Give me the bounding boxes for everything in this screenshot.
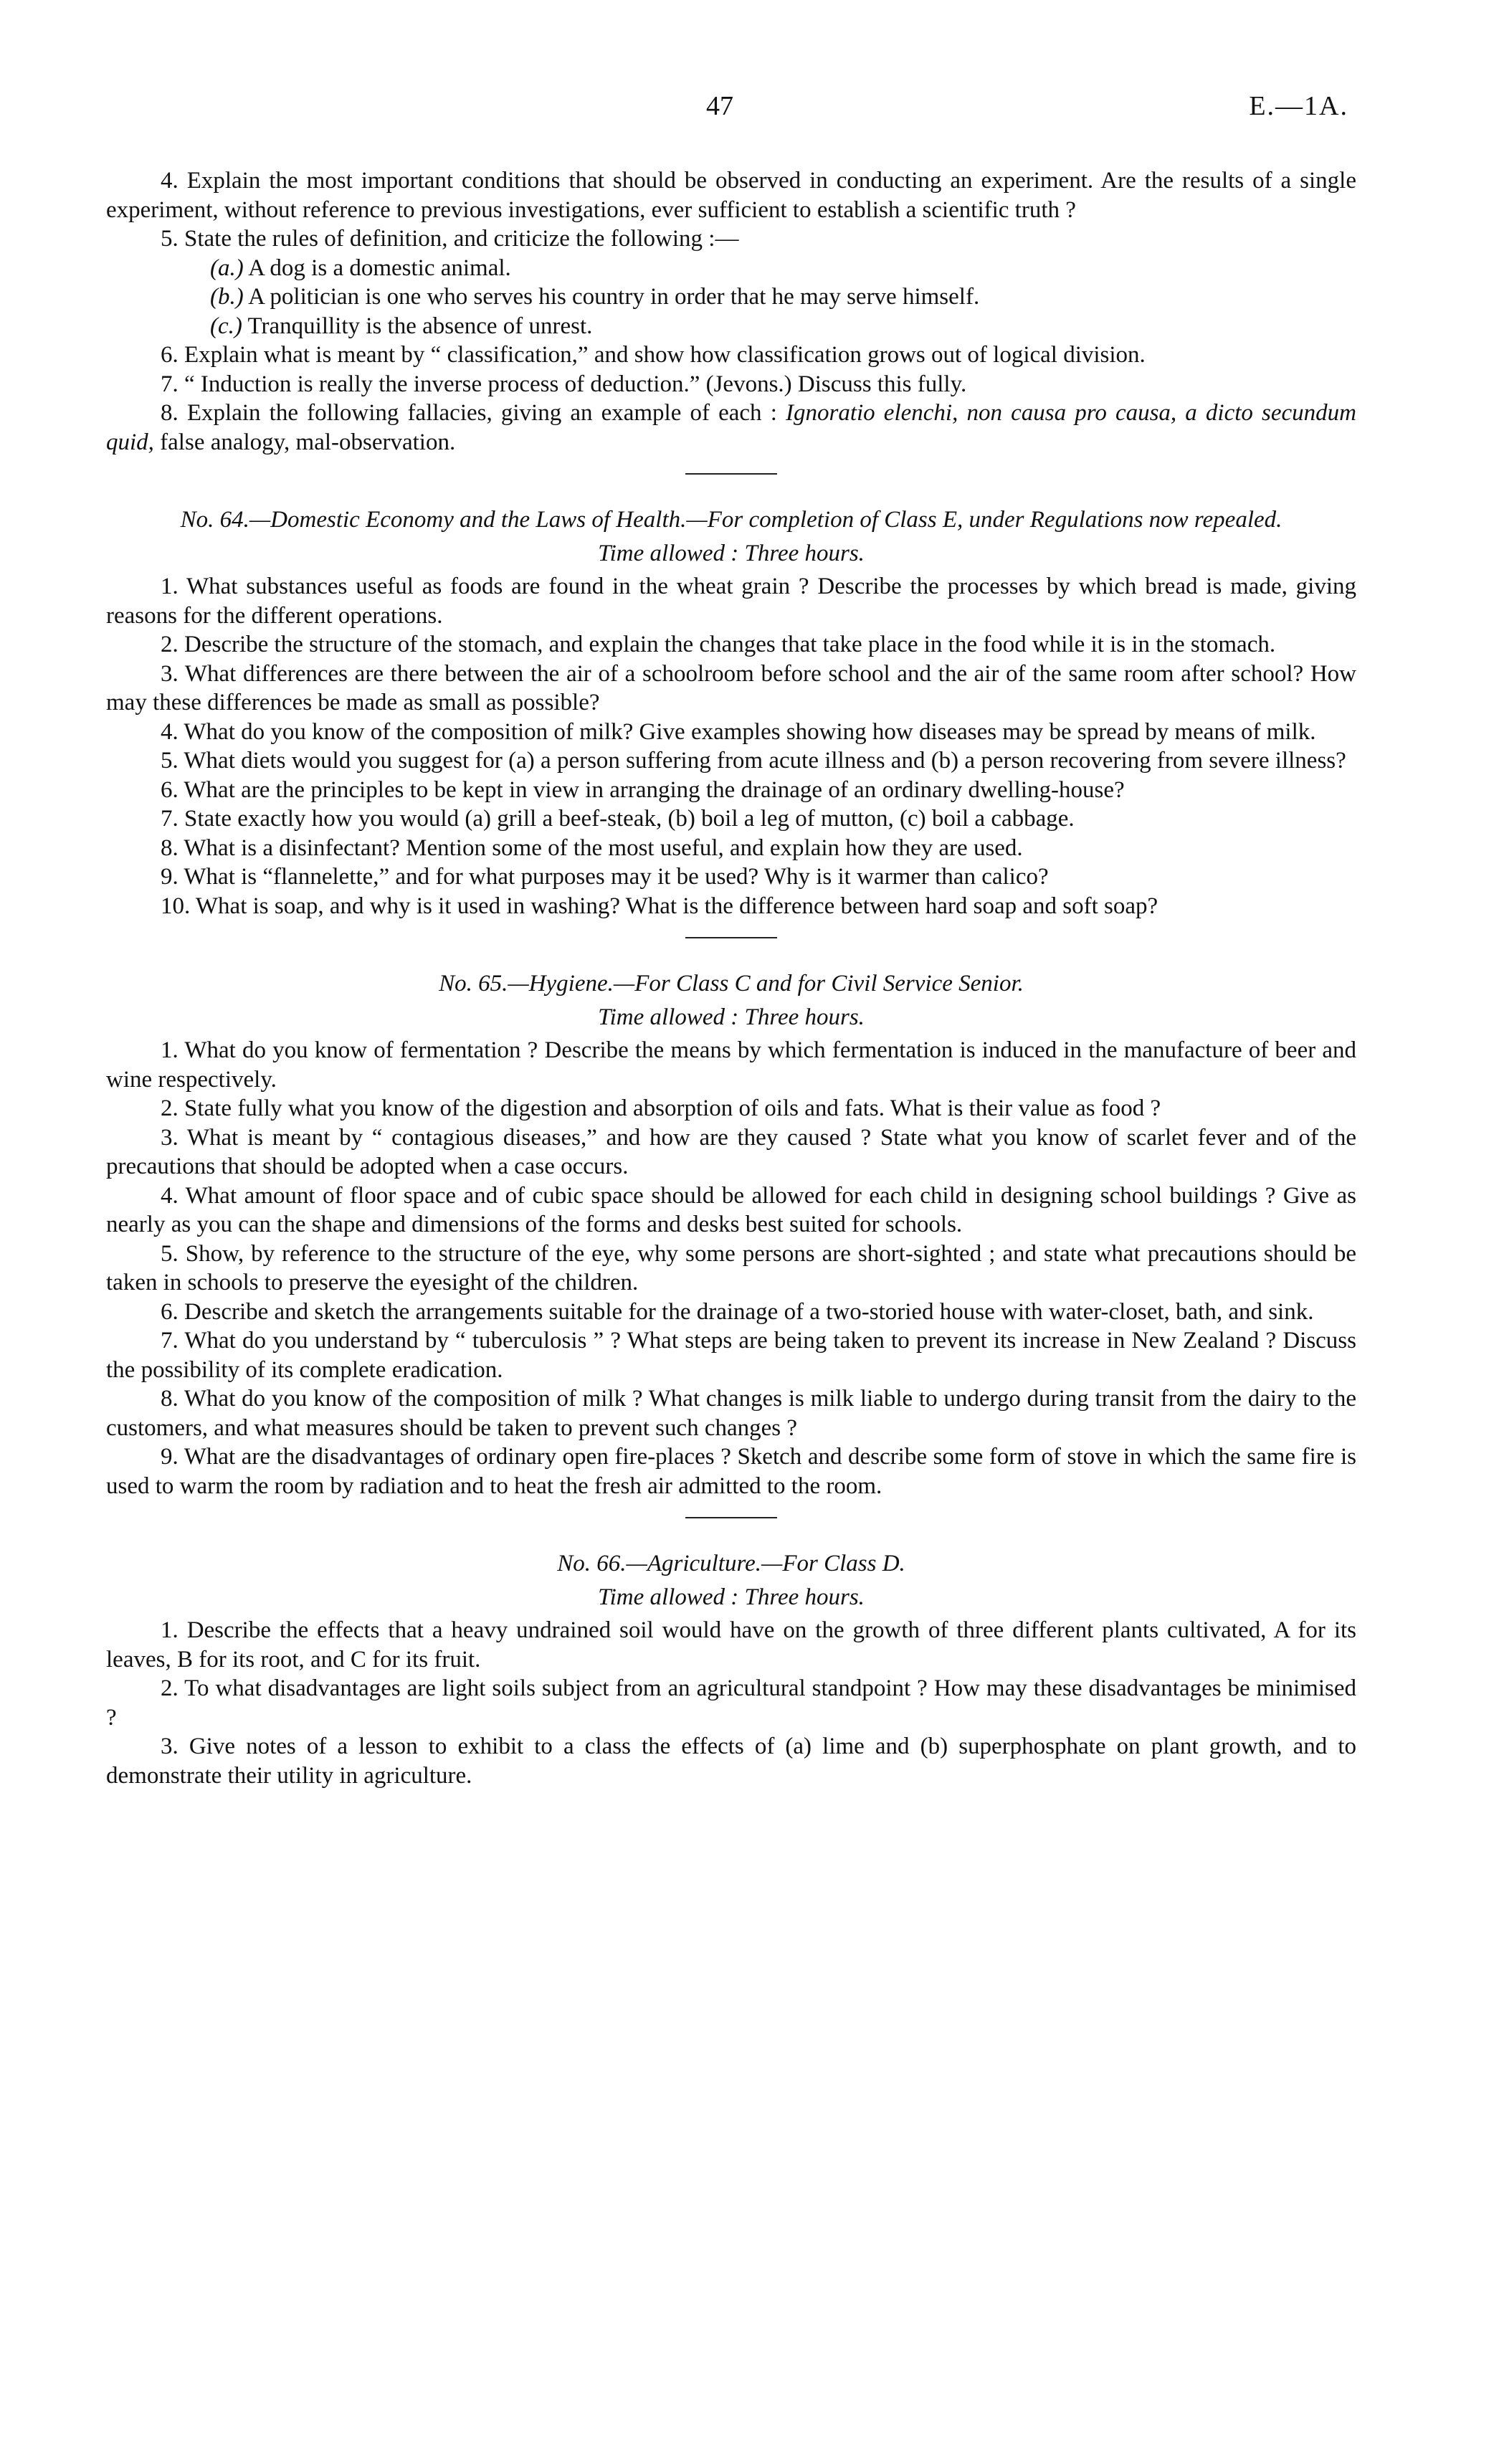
question <box>106 834 1356 863</box>
question-text-end: false analogy, mal-observation. <box>160 429 456 455</box>
question-text: State the rules of definition, and criticize the following :— <box>184 226 739 252</box>
question <box>106 341 1356 370</box>
section-divider <box>685 1517 777 1518</box>
section-heading: No. 65.—Hygiene.—For Class C and for Civil Service Senior. <box>439 971 1024 996</box>
question <box>106 892 1356 921</box>
time-allowed: Time allowed : Three hours. <box>598 540 865 566</box>
question-text: What do you understand by “ tuberculosis ” ? What steps are being taken to prevent its increase in New Zealand ? Discuss the possibility of its complete eradication. <box>106 1328 1356 1383</box>
definition-text: A politician is one who serves his country in order that he may serve himself. <box>248 284 980 310</box>
question <box>106 1240 1356 1298</box>
definition-label: (c.) <box>210 313 242 339</box>
definition-item <box>106 254 1356 283</box>
section-divider <box>685 937 777 938</box>
question-number: 7. <box>161 371 179 397</box>
question-text: Describe and sketch the arrangements suitable for the drainage of a two-storied house with water-closet, bath, and sink. <box>184 1298 1314 1325</box>
question <box>106 746 1356 776</box>
definition-text: A dog is a domestic animal. <box>248 255 511 281</box>
question-text: “ Induction is really the inverse process of deduction.” (Jevons.) Discuss this fully. <box>184 371 967 397</box>
question-number: 2. <box>161 632 179 657</box>
question <box>106 1298 1356 1327</box>
time-allowed: Time allowed : Three hours. <box>598 1004 865 1030</box>
definition-text: Tranquillity is the absence of unrest. <box>247 313 593 339</box>
section-66 <box>106 1549 1356 1790</box>
question-text: Explain the most important conditions that should be observed in conducting an experiment. Are the results of a single experiment, without reference to previous investigations, ever sufficient to establish a scientific truth ? <box>106 168 1356 223</box>
definition-label: (b.) <box>210 284 244 310</box>
question-number: 3. <box>161 660 179 687</box>
question-number: 7. <box>161 1328 179 1354</box>
question-number: 4. <box>161 1182 179 1209</box>
question-text: To what disadvantages are light soils subject from an agricultural standpoint ? How may these disadvantages be minimised ? <box>106 1675 1357 1731</box>
question-text: What do you know of fermentation ? Describe the means by which fermentation is induced in the manufacture of beer and wine respectively. <box>106 1037 1357 1093</box>
section-divider <box>685 473 777 475</box>
question-text: What do you know of the composition of milk ? What changes is milk liable to undergo during transit from the dairy to the customers, and what measures should be taken to prevent such changes ? <box>106 1386 1356 1441</box>
question-text: What do you know of the composition of milk? Give examples showing how diseases may be spread by means of milk. <box>184 718 1316 745</box>
question-number: 3. <box>161 1733 179 1759</box>
question-number: 3. <box>161 1124 179 1151</box>
question-text: What is “flannelette,” and for what purposes may it be used? Why is it warmer than calico? <box>184 864 1049 890</box>
question-number: 6. <box>161 342 179 368</box>
fallacy-terms: Ignoratio elenchi, non causa pro causa, a dicto secundum quid, <box>106 400 1357 455</box>
question-text: What is meant by “ contagious diseases,” and how are they caused ? State what you know of scarlet fever and of the precautions that should be adopted when a case occurs. <box>106 1124 1356 1179</box>
question-text: What are the disadvantages of ordinary open fire-places ? Sketch and describe some form of stove in which the same fire is used to warm the room by radiation and to heat the fresh air admitted to the room. <box>106 1444 1356 1499</box>
question-text: What are the principles to be kept in view in arranging the drainage of an ordinary dwelling-house? <box>184 776 1125 803</box>
question-text: What diets would you suggest for (a) a person suffering from acute illness and (b) a person recovering from severe illness? <box>184 748 1346 774</box>
question-text: State exactly how you would (a) grill a beef-steak, (b) boil a leg of mutton, (c) boil a cabbage. <box>184 806 1075 832</box>
question-number: 2. <box>161 1675 179 1701</box>
question <box>106 1326 1356 1384</box>
question-text: Show, by reference to the structure of the eye, why some persons are short-sighted ; and state what precautions should be taken in schools to preserve the eyesight of the children. <box>106 1240 1357 1295</box>
question <box>106 1181 1356 1240</box>
question <box>106 572 1356 630</box>
question-number: 5. <box>161 226 179 252</box>
question <box>106 1036 1356 1094</box>
question-text: What is soap, and why is it used in washing? What is the difference between hard soap and soft soap? <box>195 893 1158 919</box>
question <box>106 1616 1356 1674</box>
question <box>106 660 1356 718</box>
question-number: 4. <box>161 168 179 194</box>
question <box>106 804 1356 834</box>
question-text: Explain the following fallacies, giving an example of each : <box>186 400 777 426</box>
section-65 <box>106 969 1356 1500</box>
time-allowed: Time allowed : Three hours. <box>598 1584 865 1610</box>
logic-continuation <box>106 166 1356 457</box>
question-number: 1. <box>161 1037 179 1063</box>
question <box>106 1094 1356 1123</box>
question <box>106 370 1356 399</box>
question-text: Describe the effects that a heavy undrained soil would have on the growth of three different plants cultivated, A for its leaves, B for its root, and C for its fruit. <box>106 1617 1356 1673</box>
question-number: 9. <box>161 864 179 890</box>
question-text: What is a disinfectant? Mention some of the most useful, and explain how they are used. <box>184 834 1023 861</box>
question <box>106 1442 1356 1500</box>
question <box>106 1674 1356 1732</box>
section-64 <box>106 505 1356 921</box>
question-text: Describe the structure of the stomach, and explain the changes that take place in the food while it is in the stomach. <box>184 632 1276 657</box>
question-text: State fully what you know of the digestion and absorption of oils and fats. What is their value as food ? <box>184 1095 1161 1121</box>
page-header <box>0 90 1499 133</box>
question <box>106 224 1356 254</box>
question-text: Explain what is meant by “ classification,” and show how classification grows out of logical division. <box>184 342 1146 368</box>
section-heading: No. 66.—Agriculture.—For Class D. <box>557 1551 905 1576</box>
question-number: 8. <box>161 400 179 426</box>
question <box>106 399 1356 457</box>
question-number: 4. <box>161 718 179 745</box>
question-number: 6. <box>161 776 179 803</box>
question <box>106 166 1356 224</box>
question-number: 10. <box>161 893 191 919</box>
question <box>106 1384 1356 1442</box>
question-number: 6. <box>161 1298 179 1325</box>
page-body <box>106 166 1356 1790</box>
question-text: What differences are there between the air of a schoolroom before school and the air of the same room after school? How may these differences be made as small as possible? <box>106 660 1356 715</box>
question <box>106 630 1356 660</box>
definition-item <box>106 312 1356 341</box>
question-number: 1. <box>161 574 179 599</box>
question <box>106 1732 1356 1790</box>
question <box>106 776 1356 805</box>
question-number: 2. <box>161 1095 179 1121</box>
question-text: What amount of floor space and of cubic space should be allowed for each child in designing school buildings ? Give as nearly as you can the shape and dimensions of the forms and desks best suited for schools. <box>106 1182 1357 1237</box>
question-number: 5. <box>161 748 179 774</box>
question-number: 1. <box>161 1617 179 1643</box>
question-text: What substances useful as foods are found in the wheat grain ? Describe the processes by which bread is made, giving reasons for the different operations. <box>106 574 1357 629</box>
question-text: Give notes of a lesson to exhibit to a class the effects of (a) lime and (b) superphosphate on plant growth, and to demonstrate their utility in agriculture. <box>106 1733 1356 1789</box>
question <box>106 718 1356 747</box>
question-number: 5. <box>161 1240 179 1267</box>
section-heading: No. 64.—Domestic Economy and the Laws of Health.—For completion of Class E, under Regulations now repealed. <box>180 507 1283 533</box>
definition-item <box>106 282 1356 312</box>
question <box>106 862 1356 892</box>
document-reference: E.—1A. <box>1249 91 1348 121</box>
page-number: 47 <box>706 91 733 121</box>
question-number: 7. <box>161 806 179 832</box>
question-number: 8. <box>161 834 179 861</box>
question-number: 8. <box>161 1386 179 1412</box>
question <box>106 1123 1356 1181</box>
question-number: 9. <box>161 1444 179 1470</box>
definition-label: (a.) <box>210 255 244 281</box>
